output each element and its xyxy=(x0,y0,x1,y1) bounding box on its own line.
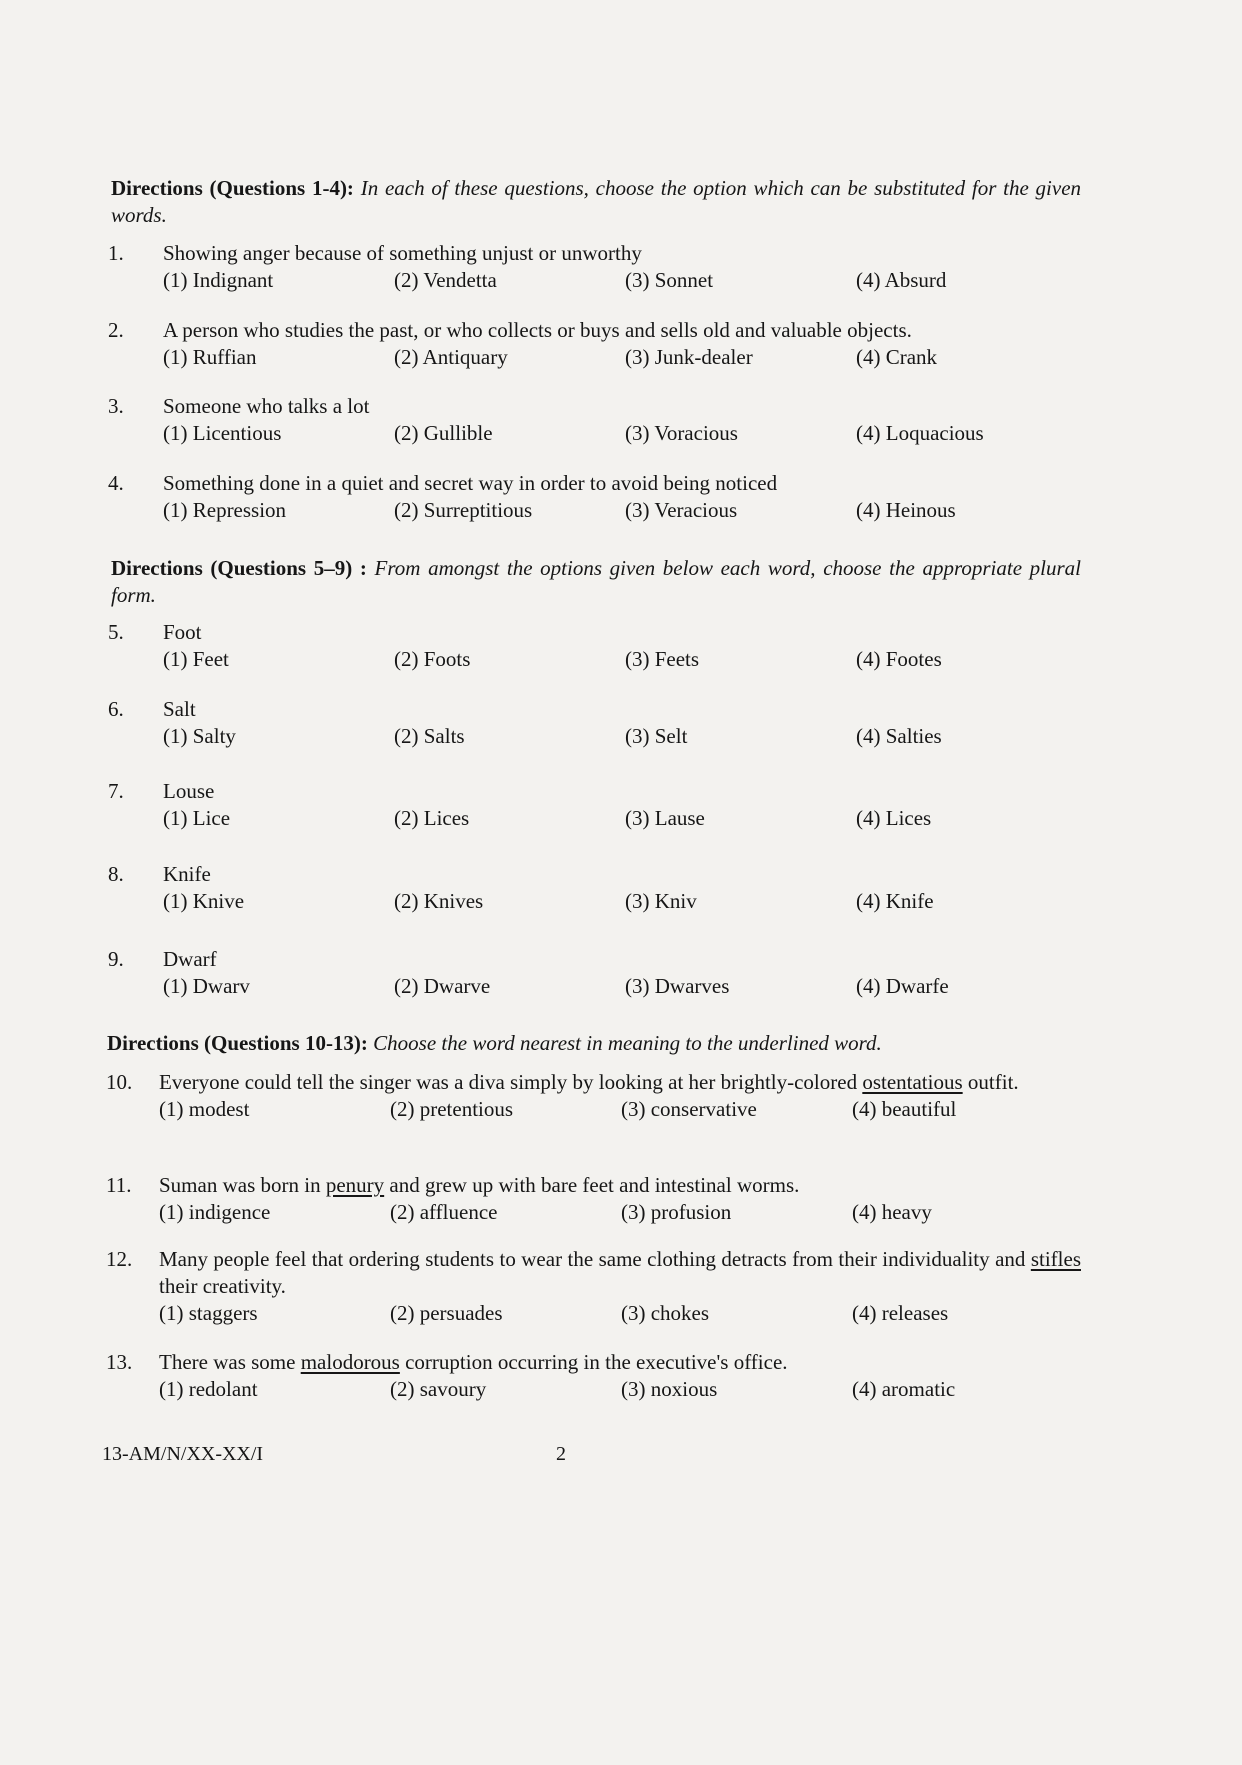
option-2: (2) Lices xyxy=(394,806,470,830)
option-2: (2) Foots xyxy=(394,647,471,671)
option-2: (2) Salts xyxy=(394,724,465,748)
question-3 xyxy=(108,393,1083,447)
option-4: (4) Absurd xyxy=(856,268,947,292)
question-stem: Someone who talks a lot xyxy=(163,394,370,418)
options-row xyxy=(159,1096,1081,1123)
question-stem xyxy=(159,1172,1081,1199)
option-2: (2) Knives xyxy=(394,889,484,913)
options-row xyxy=(163,420,1083,447)
option-2: (2) savoury xyxy=(390,1377,487,1401)
stem-text: Suman was born in xyxy=(159,1173,326,1197)
question-13 xyxy=(106,1349,1081,1403)
option-2: (2) persuades xyxy=(390,1301,503,1325)
question-number: 6. xyxy=(108,697,124,721)
stem-text: corruption occurring in the executive's office. xyxy=(399,1350,788,1374)
option-1: (1) Lice xyxy=(163,806,231,830)
underlined-word: stifles xyxy=(1030,1247,1081,1271)
option-4: (4) Dwarfe xyxy=(856,974,949,998)
options-row xyxy=(159,1376,1081,1403)
question-stem xyxy=(159,1349,1081,1376)
question-stem: A person who studies the past, or who collects or buys and sells old and valuable objects. xyxy=(163,318,912,342)
option-1: (1) Dwarv xyxy=(163,974,250,998)
option-3: (3) profusion xyxy=(621,1200,732,1224)
question-number: 12. xyxy=(106,1247,133,1271)
directions-q5-9 xyxy=(111,555,1081,609)
question-number: 1. xyxy=(108,241,124,265)
question-number: 9. xyxy=(108,947,124,971)
option-4: (4) Loquacious xyxy=(856,421,984,445)
directions-text: From amongst the options given below each word, choose the appropriate plural form. xyxy=(111,556,1081,607)
option-3: (3) Veracious xyxy=(625,498,738,522)
option-4: (4) aromatic xyxy=(852,1377,956,1401)
option-1: (1) Repression xyxy=(163,498,287,522)
option-2: (2) Gullible xyxy=(394,421,493,445)
option-1: (1) modest xyxy=(159,1097,250,1121)
directions-label: Directions (Questions 10-13): xyxy=(107,1031,368,1055)
option-1: (1) staggers xyxy=(159,1301,258,1325)
option-1: (1) Indignant xyxy=(163,268,274,292)
question-1 xyxy=(108,240,1083,294)
option-2: (2) Antiquary xyxy=(394,345,508,369)
question-stem: Showing anger because of something unjust or unworthy xyxy=(163,241,642,265)
options-row xyxy=(163,973,1083,1000)
directions-q10-13 xyxy=(107,1030,1077,1057)
question-stem: Dwarf xyxy=(163,947,217,971)
option-1: (1) Knive xyxy=(163,889,245,913)
option-1: (1) Feet xyxy=(163,647,229,671)
options-row xyxy=(163,646,1083,673)
option-1: (1) indigence xyxy=(159,1200,271,1224)
option-2: (2) Vendetta xyxy=(394,268,497,292)
stem-text: Many people feel that ordering students to wear the same clothing detracts from their individuality and xyxy=(159,1247,1031,1271)
directions-text: In each of these questions, choose the option which can be substituted for the given words. xyxy=(111,176,1082,227)
option-3: (3) conservative xyxy=(621,1097,757,1121)
option-3: (3) chokes xyxy=(621,1301,710,1325)
option-2: (2) pretentious xyxy=(390,1097,514,1121)
stem-text: Everyone could tell the singer was a diva simply by looking at her brightly-colored xyxy=(159,1070,863,1094)
options-row xyxy=(163,723,1083,750)
option-3: (3) Sonnet xyxy=(625,268,714,292)
question-6 xyxy=(108,696,1083,750)
option-4: (4) Heinous xyxy=(856,498,956,522)
option-4: (4) releases xyxy=(852,1301,949,1325)
option-4: (4) Footes xyxy=(856,647,942,671)
option-2: (2) Dwarve xyxy=(394,974,491,998)
question-number: 3. xyxy=(108,394,124,418)
stem-text: their creativity. xyxy=(159,1274,286,1298)
question-stem: Something done in a quiet and secret way in order to avoid being noticed xyxy=(163,471,778,495)
option-3: (3) Voracious xyxy=(625,421,738,445)
option-1: (1) Licentious xyxy=(163,421,282,445)
option-4: (4) heavy xyxy=(852,1200,932,1224)
options-row xyxy=(163,267,1083,294)
options-row xyxy=(163,805,1083,832)
question-stem: Foot xyxy=(163,620,202,644)
option-4: (4) Crank xyxy=(856,345,938,369)
options-row xyxy=(163,497,1083,524)
question-9 xyxy=(108,946,1083,1000)
question-stem: Salt xyxy=(163,697,196,721)
option-3: (3) Kniv xyxy=(625,889,697,913)
booklet-code: 13-AM/N/XX-XX/I xyxy=(102,1443,264,1465)
underlined-word: malodorous xyxy=(300,1350,400,1374)
question-number: 7. xyxy=(108,779,124,803)
question-7 xyxy=(108,778,1083,832)
question-stem xyxy=(159,1246,1081,1300)
option-4: (4) Knife xyxy=(856,889,934,913)
question-number: 8. xyxy=(108,862,124,886)
option-2: (2) Surreptitious xyxy=(394,498,533,522)
question-stem: Knife xyxy=(163,862,211,886)
question-number: 11. xyxy=(106,1173,132,1197)
underlined-word: penury xyxy=(325,1173,385,1197)
options-row xyxy=(159,1199,1081,1226)
question-stem xyxy=(159,1069,1081,1096)
option-4: (4) Salties xyxy=(856,724,942,748)
options-row xyxy=(159,1300,1081,1327)
underlined-word: ostentatious xyxy=(862,1070,963,1094)
options-row xyxy=(163,344,1083,371)
option-3: (3) Junk-dealer xyxy=(625,345,753,369)
option-1: (1) redolant xyxy=(159,1377,258,1401)
option-3: (3) noxious xyxy=(621,1377,718,1401)
stem-text: and grew up with bare feet and intestinal worms. xyxy=(384,1173,800,1197)
directions-label: Directions (Questions 1-4): xyxy=(111,176,354,200)
option-1: (1) Salty xyxy=(163,724,236,748)
page-number: 2 xyxy=(556,1443,566,1465)
option-3: (3) Selt xyxy=(625,724,688,748)
directions-label: Directions (Questions 5–9) : xyxy=(111,556,367,580)
options-row xyxy=(163,888,1083,915)
option-4: (4) Lices xyxy=(856,806,932,830)
question-number: 2. xyxy=(108,318,124,342)
stem-text: outfit. xyxy=(962,1070,1019,1094)
question-2 xyxy=(108,317,1083,371)
question-number: 4. xyxy=(108,471,124,495)
question-11 xyxy=(106,1172,1081,1226)
option-3: (3) Lause xyxy=(625,806,705,830)
question-stem: Louse xyxy=(163,779,215,803)
question-5 xyxy=(108,619,1083,673)
question-number: 5. xyxy=(108,620,124,644)
option-1: (1) Ruffian xyxy=(163,345,257,369)
directions-q1-4 xyxy=(111,175,1081,229)
question-10 xyxy=(106,1069,1081,1123)
option-4: (4) beautiful xyxy=(852,1097,957,1121)
question-4 xyxy=(108,470,1083,524)
directions-text: Choose the word nearest in meaning to the underlined word. xyxy=(373,1031,882,1055)
option-3: (3) Feets xyxy=(625,647,700,671)
stem-text: There was some xyxy=(159,1350,301,1374)
question-8 xyxy=(108,861,1083,915)
option-3: (3) Dwarves xyxy=(625,974,730,998)
question-12 xyxy=(106,1246,1081,1327)
question-number: 13. xyxy=(106,1350,133,1374)
question-number: 10. xyxy=(106,1070,133,1094)
option-2: (2) affluence xyxy=(390,1200,498,1224)
